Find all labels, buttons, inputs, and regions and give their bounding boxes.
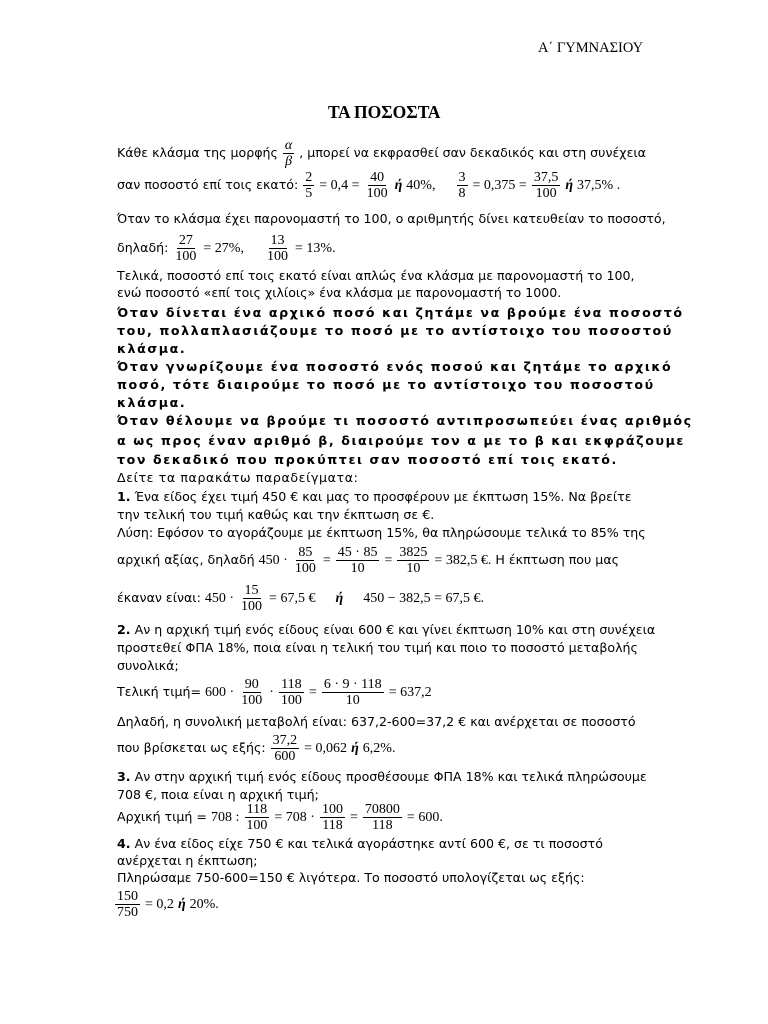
example-1-solution-line-2: αρχική αξίας, δηλαδή 450 · $\frac{85}{100}$ = $\frac{45 \cdot 85}{10}$ = $\frac{3825}{10}$ = 382,5 €. Η έκπτωση που μας	[117, 545, 620, 576]
rule-line-8: α ως προς έναν αριθμό β, διαιρούμε τον α με το β και εκφράζουμε	[117, 433, 686, 448]
example-2-solution-line-1: Τελική τιμή= 600 · $\frac{90}{100}$ · $\frac{118}{100}$ = $\frac{6 \cdot 9 \cdot 118}{10}$ = 637,2	[117, 677, 432, 708]
rule-line-2: του, πολλαπλασιάζουμε το ποσό με το αντίστοιχο του ποσοστού	[117, 323, 673, 338]
rule-line-1: Όταν δίνεται ένα αρχικό ποσό και ζητάμε να βρούμε ένα ποσοστό	[117, 305, 684, 320]
rule-line-7: Όταν θέλουμε να βρούμε τι ποσοστό αντιπροσωπεύει ένας αριθμός	[117, 413, 693, 428]
rule-line-4: Όταν γνωρίζουμε ένα ποσοστό ενός ποσού και ζητάμε το αρχικό	[117, 359, 673, 374]
example-4-question-line-1: 4. Αν ένα είδος είχε 750 € και τελικά αγοράστηκε αντί 600 €, σε τι ποσοστό	[117, 836, 603, 851]
example-4-solution-line-1: Πληρώσαμε 750-600=150 € λιγότερα. Το ποσοστό υπολογίζεται ως εξής:	[117, 870, 585, 885]
intro-line-2: σαν ποσοστό επί τοις εκατό: $\frac{2}{5}$ = 0,4 = $\frac{40}{100}$ ή 40%, $\frac{3}{8}$ = 0,375 = $\frac{37,5}{100}$ ή 37,5% .	[117, 170, 621, 201]
example-1-solution-line-1: Λύση: Εφόσον το αγοράζουμε με έκπτωση 15%, θα πληρώσουμε τελικά το 85% της	[117, 525, 646, 540]
alpha-over-beta-fraction: $\frac{\alpha}{\beta}$	[284, 138, 293, 169]
examples-intro: Δείτε τα παρακάτω παραδείγματα:	[117, 470, 359, 485]
example-1-question-line-2: την τελική του τιμή καθώς και την έκπτωση σε €.	[117, 507, 435, 522]
example-4-solution-line-2: $\frac{150}{750}$ = 0,2 ή 20%.	[117, 889, 219, 920]
rule-line-9: τον δεκαδικό που προκύπτει σαν ποσοστό επί τοις εκατό.	[117, 452, 618, 467]
example-2-question-line-3: συνολικά;	[117, 658, 179, 673]
example-1-solution-line-3: έκαναν είναι: 450 · $\frac{15}{100}$ = 67,5 € ή 450 − 382,5 = 67,5 €.	[117, 583, 484, 614]
rule-line-6: κλάσμα.	[117, 395, 187, 410]
rule-line-3: κλάσμα.	[117, 341, 187, 356]
intro-line-3: Όταν το κλάσμα έχει παρονομαστή το 100, ο αριθμητής δίνει κατευθείαν το ποσοστό,	[117, 211, 666, 226]
example-2-solution-line-3: που βρίσκεται ως εξής: $\frac{37,2}{600}$ = 0,062 ή 6,2%.	[117, 733, 396, 764]
example-4-question-line-2: ανέρχεται η έκπτωση;	[117, 853, 258, 868]
intro-line-6: ενώ ποσοστό «επί τοις χιλίοις» ένα κλάσμα με παρονομαστή το 1000.	[117, 285, 562, 300]
example-3-question-line-2: 708 €, ποια είναι η αρχική τιμή;	[117, 787, 319, 802]
rule-line-5: ποσό, τότε διαιρούμε το ποσό με το αντίστοιχο του ποσοστού	[117, 377, 655, 392]
page-header-grade: Α΄ ΓΥΜΝΑΣΙΟΥ	[538, 40, 644, 56]
example-1-question-line-1: 1. Ένα είδος έχει τιμή 450 € και μας το προσφέρουν με έκπτωση 15%. Να βρείτε	[117, 489, 632, 504]
example-3-question-line-1: 3. Αν στην αρχική τιμή ενός είδους προσθέσουμε ΦΠΑ 18% και τελικά πληρώσουμε	[117, 769, 647, 784]
example-2-question-line-1: 2. Αν η αρχική τιμή ενός είδους είναι 600 € και γίνει έκπτωση 10% και στη συνέχεια	[117, 622, 656, 637]
intro-line-4: δηλαδή: $\frac{27}{100}$ = 27%, $\frac{13}{100}$ = 13%.	[117, 233, 336, 264]
example-2-question-line-2: προστεθεί ΦΠΑ 18%, ποια είναι η τελική του τιμή και ποιο το ποσοστό μεταβολής	[117, 640, 638, 655]
intro-line-5: Τελικά, ποσοστό επί τοις εκατό είναι απλώς ένα κλάσμα με παρονομαστή το 100,	[117, 268, 635, 283]
example-2-solution-line-2: Δηλαδή, η συνολική μεταβολή είναι: 637,2-600=37,2 € και ανέρχεται σε ποσοστό	[117, 714, 636, 729]
page-title: ΤΑ ΠΟΣΟΣΤΑ	[328, 102, 441, 122]
intro-line-1: Κάθε κλάσμα της μορφής $\frac{\alpha}{\beta}$ , μπορεί να εκφρασθεί σαν δεκαδικός και στη συνέχεια	[117, 138, 646, 169]
example-3-solution-line-1: Αρχική τιμή = 708 : $\frac{118}{100}$ = 708 · $\frac{100}{118}$ = $\frac{70800}{118}$ = 600.	[117, 802, 443, 833]
